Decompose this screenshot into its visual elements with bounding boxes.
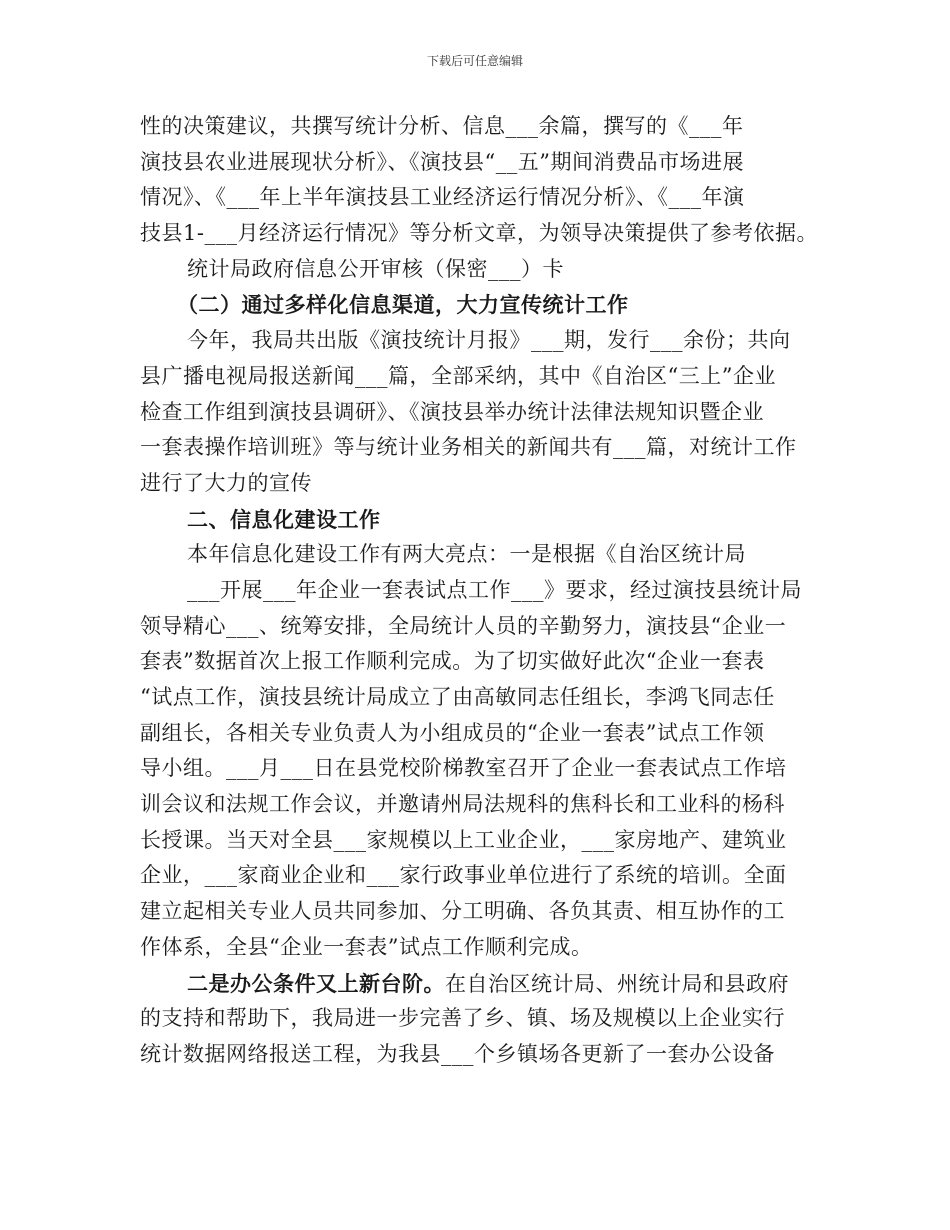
text-line: 演技县农业进展现状分析》、《演技县“__五”期间消费品市场进展 xyxy=(140,149,744,174)
text-line: 县广播电视局报送新闻___篇，全部采纳，其中《自治区“三上”企业 xyxy=(140,363,776,388)
text-line: 长授课。当天对全县___家规模以上工业企业，___家房地产、建筑业 xyxy=(140,827,787,852)
text-line: 性的决策建议，共撰写统计分析、信息___余篇，撰写的《___年 xyxy=(140,114,744,138)
text-line: 检查工作组到演技县调研》、《演技县举办统计法律法规知识暨企业 xyxy=(140,399,764,424)
section-heading: 二、信息化建设工作 xyxy=(187,506,381,532)
text-line: 套表”数据首次上报工作顺利完成。为了切实做好此次“企业一套表 xyxy=(140,649,765,674)
text-line: 训会议和法规工作会议，并邀请州局法规科的焦科长和工业科的杨科 xyxy=(140,792,785,817)
text-line: 本年信息化建设工作有两大亮点：一是根据《自治区统计局 xyxy=(187,542,746,567)
text-line: 今年，我局共出版《演技统计月报》___期，发行___余份；共向 xyxy=(187,328,791,353)
page-header: 下载后可任意编辑 xyxy=(426,54,523,68)
text-fragment: 在自治区统计局、州统计局和县政府 xyxy=(445,971,789,996)
bold-lead: 二是办公条件又上新台阶。 xyxy=(187,970,445,996)
text-line: 统计局政府信息公开审核（保密___）卡 xyxy=(187,256,564,281)
text-line: 作体系，全县“企业一套表”试点工作顺利完成。 xyxy=(140,934,593,959)
text-line xyxy=(140,966,812,1002)
text-line: 进行了大力的宣传 xyxy=(140,470,312,495)
text-line: “试点工作，演技县统计局成立了由高敏同志任组长，李鸿飞同志任 xyxy=(140,685,775,709)
text-line: 导小组。___月___日在县党校阶梯教室召开了企业一套表试点工作培 xyxy=(140,756,787,781)
text-line: 副组长，各相关专业负责人为小组成员的“企业一套表”试点工作领 xyxy=(140,720,765,745)
text-line: 企业，___家商业企业和___家行政事业单位进行了系统的培训。全面 xyxy=(140,863,787,888)
section-heading: （二）通过多样化信息渠道，大力宣传统计工作 xyxy=(177,292,629,318)
text-line: 领导精心___、统筹安排，全局统计人员的辛勤努力，演技县“企业一 xyxy=(140,613,787,638)
text-line: 技县1-___月经济运行情况》等分析文章，为领导决策提供了参考依据。 xyxy=(140,221,818,246)
text-line: 统计数据网络报送工程，为我县___个乡镇场各更新了一套办公设备 xyxy=(140,1041,775,1066)
document-body xyxy=(140,109,818,1073)
text-line: 一套表操作培训班》等与统计业务相关的新闻共有___篇，对统计工作 xyxy=(140,435,797,460)
text-line: 的支持和帮助下，我局进一步完善了乡、镇、场及规模以上企业实行 xyxy=(140,1006,785,1031)
text-line: 情况》、《___年上半年演技县工业经济运行情况分析》、《___年演 xyxy=(140,185,745,210)
text-line: ___开展___年企业一套表试点工作___》要求，经过演技县统计局 xyxy=(187,577,802,602)
text-line: 建立起相关专业人员共同参加、分工明确、各负其责、相互协作的工 xyxy=(140,899,785,924)
